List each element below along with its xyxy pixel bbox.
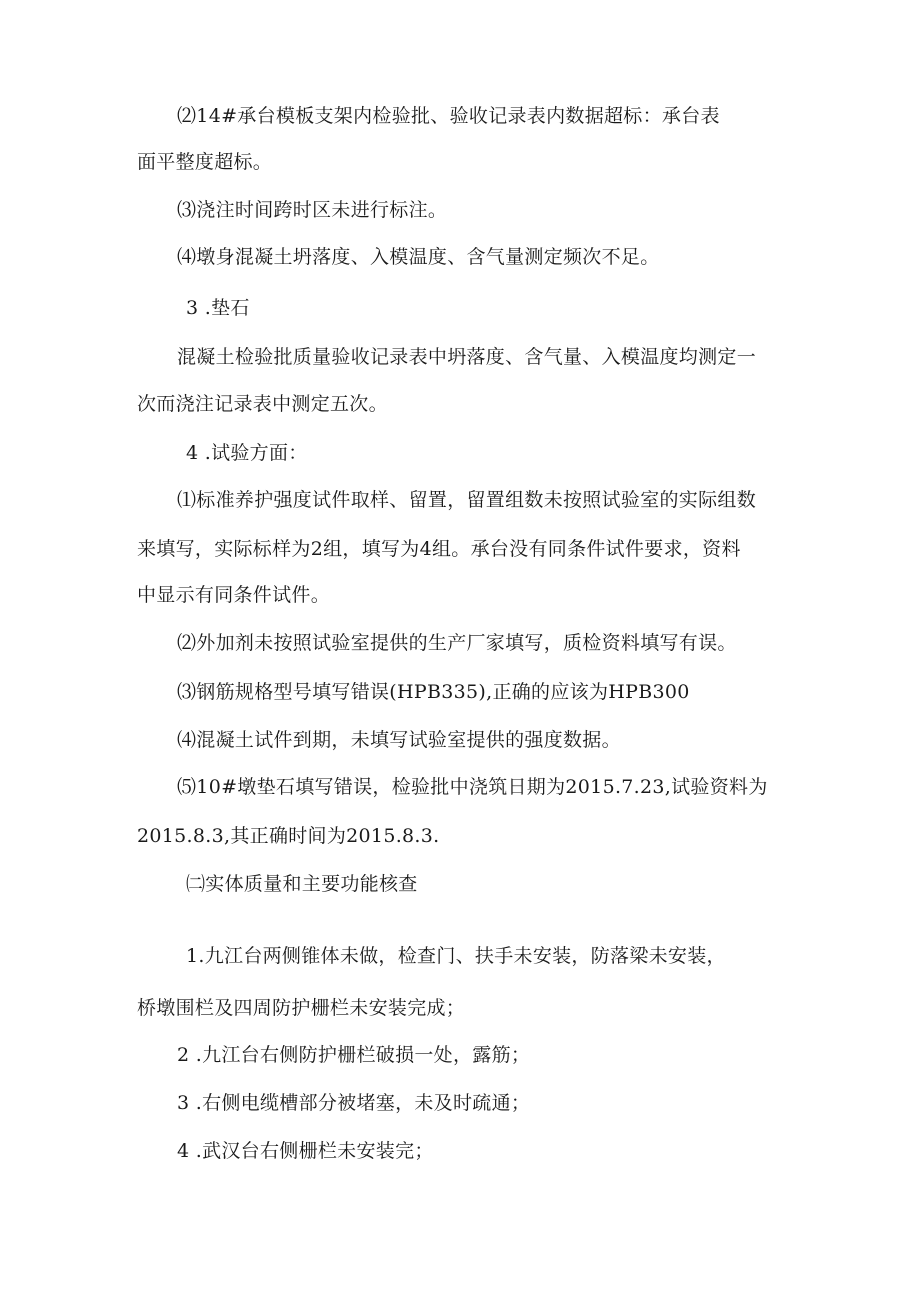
text-line-18: 1.九江台两侧锥体未做，检查门、扶手未安装，防落梁未安装，: [186, 945, 726, 967]
text-line-12: ⑵外加剂未按照试验室提供的生产厂家填写，质检资料填写有误。: [177, 632, 737, 654]
text-line-1: ⑵14#承台模板支架内检验批、验收记录表内数据超标：承台表: [177, 105, 720, 127]
text-line-20: 2 .九江台右侧防护栅栏破损一处，露筋；: [177, 1044, 531, 1066]
text-line-3: ⑶浇注时间跨时区未进行标注。: [177, 199, 448, 221]
text-line-21: 3 .右侧电缆槽部分被堵塞，未及时疏通；: [177, 1092, 531, 1114]
text-line-6: 混凝土检验批质量验收记录表中坍落度、含气量、入模温度均测定一: [177, 346, 757, 368]
section-heading-entity: ㈡实体质量和主要功能核查: [186, 873, 418, 895]
text-line-10: 来填写，实际标样为2组，填写为4组。承台没有同条件试件要求，资料: [137, 538, 741, 560]
text-line-4: ⑷墩身混凝土坍落度、入模温度、含气量测定频次不足。: [177, 246, 660, 268]
text-line-9: ⑴标准养护强度试件取样、留置，留置组数未按照试验室的实际组数: [177, 489, 757, 511]
text-line-13: ⑶钢筋规格型号填写错误(HPB335),正确的应该为HPB300: [177, 681, 690, 703]
text-line-19: 桥墩围栏及四周防护栅栏未安装完成；: [137, 997, 466, 1019]
text-line-7: 次而浇注记录表中测定五次。: [137, 393, 388, 415]
section-heading-3: 3 .垫石: [186, 297, 250, 319]
text-line-11: 中显示有同条件试件。: [137, 584, 331, 606]
text-line-2: 面平整度超标。: [137, 151, 273, 173]
text-line-14: ⑷混凝土试件到期，未填写试验室提供的强度数据。: [177, 729, 621, 751]
text-line-22: 4 .武汉台右侧栅栏未安装完；: [177, 1140, 434, 1162]
section-heading-4: 4 .试验方面：: [186, 442, 308, 464]
text-line-15: ⑸10#墩垫石填写错误，检验批中浇筑日期为2015.7.23,试验资料为: [177, 776, 768, 798]
text-line-16: 2015.8.3,其正确时间为2015.8.3.: [137, 825, 440, 847]
